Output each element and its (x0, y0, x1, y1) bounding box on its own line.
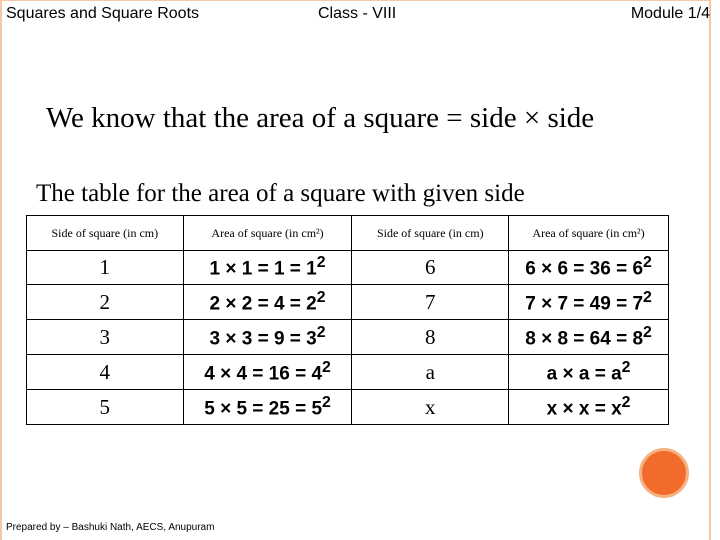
area-statement: We know that the area of a square = side × side (46, 102, 595, 134)
exponent: 2 (643, 288, 652, 306)
header-side-2: Side of square (in cm) (352, 216, 509, 251)
footer-credit: Prepared by – Bashuki Nath, AECS, Anupuram (6, 522, 215, 533)
table-row (27, 390, 669, 425)
exponent: 2 (621, 393, 631, 411)
area-expression: 6 × 6 = 36 = 6 (525, 258, 644, 280)
cell-area-2 (509, 251, 669, 285)
frame-top-line (0, 0, 711, 1)
header-module: Module 1/4 (630, 5, 710, 22)
header-area-2: Area of square (in cm²) (509, 216, 669, 251)
decorative-circle (642, 451, 686, 495)
cell-side-2: 6 (352, 251, 509, 285)
table-row (27, 251, 669, 285)
area-expression: 4 × 4 = 16 = 4 (204, 363, 323, 385)
table-subtitle: The table for the area of a square with given side (36, 180, 525, 207)
exponent: 2 (621, 358, 631, 376)
cell-area-1 (183, 251, 352, 285)
squares-table (26, 215, 669, 425)
frame-right-line (709, 0, 711, 540)
header-class: Class - VIII (318, 5, 397, 22)
frame-left-line (0, 0, 2, 540)
cell-side-1: 5 (27, 390, 184, 425)
header-area-1: Area of square (in cm²) (183, 216, 352, 251)
cell-side-2: 8 (352, 320, 509, 355)
area-expression: 5 × 5 = 25 = 5 (204, 398, 323, 420)
area-expression: 3 × 3 = 9 = 3 (209, 328, 317, 350)
exponent: 2 (322, 393, 331, 411)
cell-area-2 (509, 285, 669, 320)
cell-area-2 (509, 390, 669, 425)
area-expression: 1 × 1 = 1 = 1 (209, 258, 317, 280)
cell-side-2: x (352, 390, 509, 425)
cell-area-1 (183, 355, 352, 390)
area-expression: 2 × 2 = 4 = 2 (209, 293, 317, 315)
table-row (27, 320, 669, 355)
cell-area-2 (509, 320, 669, 355)
table-row (27, 285, 669, 320)
cell-area-1 (183, 285, 352, 320)
cell-side-2: a (352, 355, 509, 390)
cell-area-1 (183, 390, 352, 425)
exponent: 2 (316, 254, 326, 272)
cell-side-1: 1 (27, 251, 184, 285)
cell-side-1: 3 (27, 320, 184, 355)
exponent: 2 (316, 288, 326, 306)
cell-area-2 (509, 355, 669, 390)
cell-area-1 (183, 320, 352, 355)
cell-side-1: 4 (27, 355, 184, 390)
area-expression: 7 × 7 = 49 = 7 (525, 293, 644, 315)
cell-side-2: 7 (352, 285, 509, 320)
header-topic: Squares and Square Roots (6, 5, 200, 22)
area-expression: 8 × 8 = 64 = 8 (525, 328, 644, 350)
table-header-row (27, 216, 669, 251)
area-expression: a × a = a (546, 363, 622, 385)
exponent: 2 (316, 323, 326, 341)
area-expression: x × x = x (546, 398, 622, 420)
exponent: 2 (643, 323, 652, 341)
header-side-1: Side of square (in cm) (27, 216, 184, 251)
exponent: 2 (322, 358, 331, 376)
table-row (27, 355, 669, 390)
cell-side-1: 2 (27, 285, 184, 320)
exponent: 2 (643, 254, 652, 272)
